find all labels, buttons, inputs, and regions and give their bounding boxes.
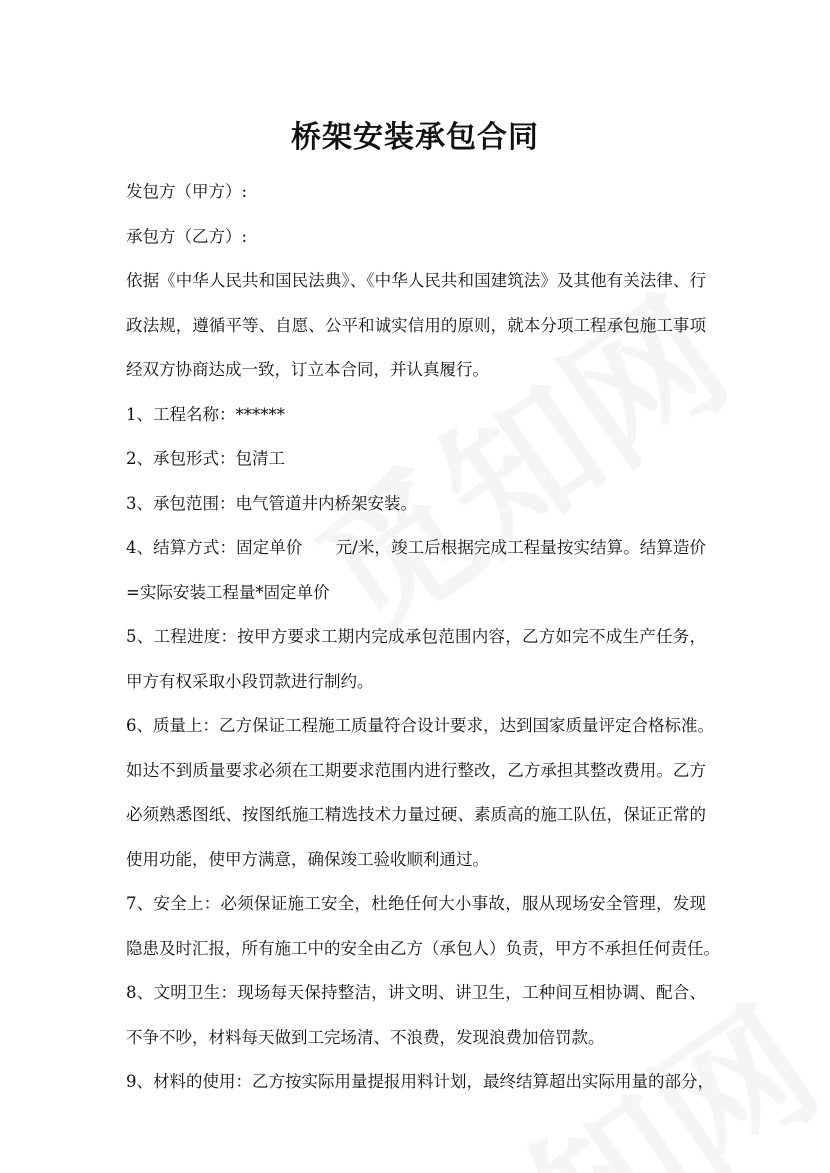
clause-settlement: 4、结算方式：固定单价 元/米，竣工后根据完成工程量按实结算。结算造价 xyxy=(126,538,706,557)
party-a-line: 发包方（甲方）: xyxy=(126,182,248,201)
document-title: 桥架安装承包合同 xyxy=(291,120,539,155)
preamble-line: 政法规，遵循平等、自愿、公平和诚实信用的原则，就本分项工程承包施工事项 xyxy=(126,315,706,335)
clause-settlement: =实际安装工程量*固定单价 xyxy=(126,582,330,602)
clause-hygiene: 不争不吵，材料每天做到工完场清、不浪费，发现浪费加倍罚款。 xyxy=(126,1027,605,1047)
clause-scope: 3、承包范围：电气管道井内桥架安装。 xyxy=(126,493,417,513)
clause-project-name: 1、工程名称：****** xyxy=(126,404,285,424)
preamble-line: 依据《中华人民共和国民法典》、《中华人民共和国建筑法》及其他有关法律、行 xyxy=(126,271,706,290)
clause-quality: 6、质量上：乙方保证工程施工质量符合设计要求，达到国家质量评定合格标准。 xyxy=(126,716,714,735)
clause-materials: 9、材料的使用：乙方按实际用量提报用料计划，最终结算超出实际用量的部分， xyxy=(126,1072,714,1091)
contract-body xyxy=(126,170,720,1105)
clause-hygiene: 8、文明卫生：现场每天保持整洁，讲文明、讲卫生，工种间互相协调、配合、 xyxy=(126,983,706,1002)
party-b-line: 承包方（乙方）: xyxy=(126,226,248,246)
clause-schedule: 5、工程进度：按甲方要求工期内完成承包范围内容，乙方如完不成生产任务， xyxy=(126,627,706,646)
preamble-line: 经双方协商达成一致，订立本合同，并认真履行。 xyxy=(126,360,489,379)
clause-schedule: 甲方有权采取小段罚款进行制约。 xyxy=(126,671,374,691)
clause-quality: 必须熟悉图纸、按图纸施工精选技术力量过硬、素质高的施工队伍，保证正常的 xyxy=(126,805,706,824)
clause-safety: 隐患及时汇报，所有施工中的安全由乙方（承包人）负责，甲方不承担任何责任。 xyxy=(126,938,720,958)
clause-quality: 如达不到质量要求必须在工期要求范围内进行整改，乙方承担其整改费用。乙方 xyxy=(126,760,706,780)
clause-contract-form: 2、承包形式：包清工 xyxy=(126,449,285,468)
clause-safety: 7、安全上：必须保证施工安全，杜绝任何大小事故，服从现场安全管理，发现 xyxy=(126,894,706,913)
clause-quality: 使用功能，使甲方满意，确保竣工验收顺利通过。 xyxy=(126,849,489,869)
